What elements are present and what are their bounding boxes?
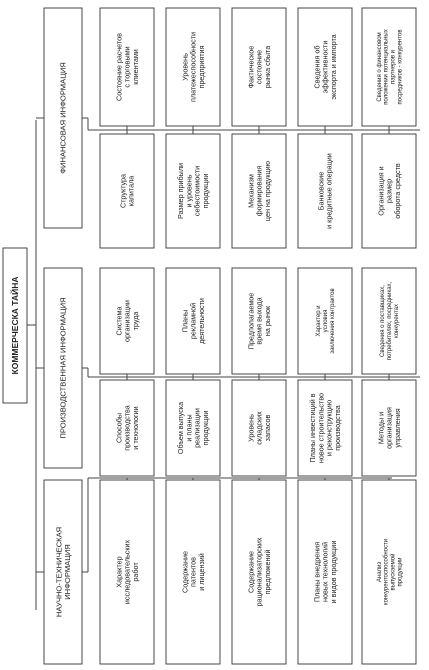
item-text-line: предприятия (196, 45, 206, 89)
item-box (232, 380, 286, 476)
item-text-line: Планы (180, 309, 190, 333)
item-text-line: Характер и (316, 305, 323, 337)
item-text-line: оборота средств (392, 163, 402, 219)
item-box (298, 480, 352, 664)
item-text-line: Содержание (246, 550, 256, 594)
item-text-line: и лицензий (196, 553, 206, 591)
item-text-line: Механизм (246, 174, 256, 208)
item-box (100, 8, 154, 126)
category-title-line: ПРОИЗВОДСТВЕННАЯ ИНФОРМАЦИЯ (58, 297, 68, 439)
item-text-line: капитала (126, 175, 136, 207)
category-title-line: ИНФОРМАЦИЯ (63, 544, 73, 600)
item-text-line: Сведения о финансовом (376, 32, 383, 102)
item-text-line: организации (122, 300, 132, 342)
item-box (100, 134, 154, 248)
root-label: КОММЕРЧЕСКА ТАЙНА (10, 276, 20, 375)
item-box (232, 480, 286, 664)
item-text-line: платежеспособности (188, 32, 198, 102)
item-text-line: на рынок (262, 305, 272, 337)
item-text-line: клиентами (130, 49, 140, 85)
item-text-line: посредников - конкурентов (397, 29, 404, 105)
item-text-line: работ (130, 562, 140, 582)
item-box (232, 134, 286, 248)
item-text-line: Размер прибыли (176, 162, 186, 220)
item-text-line: новых технологий (320, 542, 330, 602)
item-text-line: производства (332, 405, 342, 451)
item-text-line: Сведения о поставщиках, (380, 285, 387, 357)
item-text-line: заключения контрактов (330, 288, 336, 354)
item-text-line: рынка сбыта (262, 45, 272, 89)
item-box (362, 134, 416, 248)
item-text (376, 407, 402, 449)
category-title-line: НАУЧНО-ТЕХНИЧЕСКАЯ (54, 526, 64, 618)
item-text-line: и технологии (130, 406, 140, 450)
item-box (298, 134, 352, 248)
item-text-line: Банковские (316, 171, 326, 211)
item-text-line: Уровень (180, 53, 190, 81)
item-text (312, 541, 338, 604)
item-box (232, 268, 286, 374)
item-text-line: исследовательских (122, 539, 132, 605)
item-text-line: формирования (254, 165, 264, 217)
item-text-line: размер (384, 178, 394, 204)
item-text-line: продукции (397, 557, 404, 587)
item-text-line: реализации (192, 408, 202, 448)
item-text-line: Способы (114, 412, 124, 444)
item-text-line: Сведения об (312, 45, 322, 89)
item-text-line: и реконструкцию (324, 399, 334, 457)
item-text-line: состояние (254, 49, 264, 85)
item-text-line: и кредитные операции (324, 153, 334, 229)
items (100, 8, 416, 664)
item-text-line: производства (122, 405, 132, 451)
item-text-line: рационализаторских (254, 537, 264, 607)
item-text (180, 551, 206, 593)
categories (44, 8, 82, 664)
item-text-line: новое строительство (316, 392, 326, 464)
category-title-line: ФИНАНСОВАЯ ИНФОРМАЦИЯ (58, 62, 68, 174)
item-text-line: рекламной (188, 302, 198, 340)
item-text-line: продукции (200, 410, 210, 446)
item-text-line: конкурентах (394, 304, 400, 338)
item-box (100, 480, 154, 664)
item-text-line: и видов продукции (328, 540, 338, 604)
item-text (118, 174, 135, 208)
item-box (100, 268, 154, 374)
item-text-line: Состояние расчетов (114, 33, 124, 101)
category-title (59, 62, 68, 174)
item-text-line: запасов (262, 414, 272, 442)
item-text-line: выпускаемой (390, 553, 397, 591)
item-box (100, 380, 154, 476)
item-text (246, 46, 272, 89)
item-text-line: Методы и (376, 411, 386, 445)
category-box (44, 8, 82, 228)
item-box (298, 8, 352, 126)
item-text-line: конкурентоспособности (383, 538, 390, 606)
root-box (3, 248, 27, 403)
item-text-line: патентов (188, 557, 198, 587)
item-text-line: Фактическое (246, 45, 256, 89)
item-text-line: Организация и (376, 166, 386, 216)
item-text-line: Планы инвестиций в (308, 393, 318, 463)
item-text-line: труда (130, 311, 140, 331)
item-box (166, 480, 220, 664)
item-text-line: партнеров и (390, 49, 397, 85)
item-text-line: Уровень (246, 414, 256, 442)
item-text-line: Характер (114, 556, 124, 588)
item-text-line: организация (384, 407, 394, 449)
item-box (362, 268, 416, 374)
item-box (166, 380, 220, 476)
item-text-line: предложений (262, 549, 272, 595)
item-text-line: складских (254, 411, 264, 445)
item-box (166, 8, 220, 126)
item-text (246, 411, 272, 445)
item-box (166, 134, 220, 248)
category-title (59, 297, 68, 438)
category-box (44, 268, 82, 468)
connector-lines (27, 118, 420, 610)
item-text-line: положении потенциальных (383, 29, 390, 105)
item-text-line: с торговыми (122, 46, 132, 88)
item-box (362, 380, 416, 476)
item-box (362, 8, 416, 126)
item-text-line: Объем выпуска (176, 401, 186, 455)
category-box (44, 480, 82, 664)
item-text-line: Планы внедрения (312, 541, 322, 603)
item-text-line: продукции (200, 173, 210, 209)
item-text-line: себестоимости (192, 165, 202, 217)
item-text-line: эффективности (320, 40, 330, 94)
item-box (362, 480, 416, 664)
item-text-line: потребителях, посредниках, (387, 281, 394, 361)
item-text-line: деятельности (196, 298, 206, 344)
item-text-line: управления (392, 408, 402, 448)
item-box (232, 8, 286, 126)
item-text-line: цен на продукцию (262, 160, 272, 222)
item-text-line: Система (114, 306, 124, 336)
item-box (166, 268, 220, 374)
item-text-line: Анализ (376, 561, 383, 583)
item-text-line: Структура (118, 173, 128, 209)
item-text-line: Содержание (180, 550, 190, 594)
item-text-line: условия (323, 309, 330, 333)
item-text-line: время выхода (254, 297, 264, 345)
item-text-line: и уровень (184, 174, 194, 208)
item-text-line: и планы (184, 414, 194, 442)
item-text-line: экспорта и импорта (328, 34, 338, 100)
item-text-line: Предполагаемое (246, 292, 256, 350)
item-box (298, 268, 352, 374)
item-box (298, 380, 352, 476)
